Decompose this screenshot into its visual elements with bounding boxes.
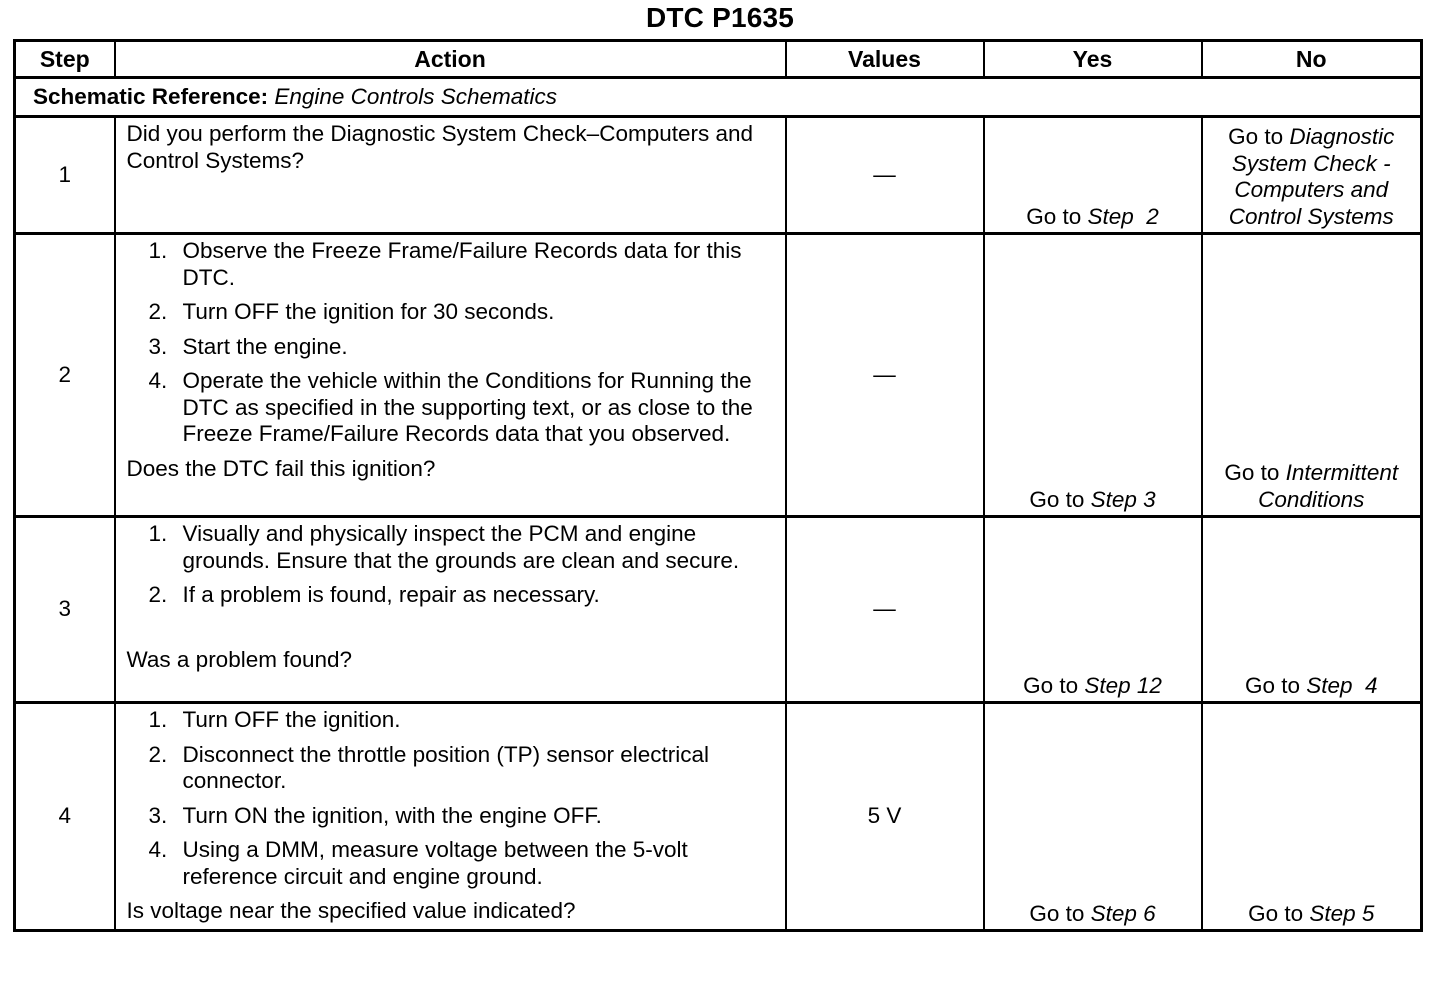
value-cell: — (786, 117, 984, 234)
header-values: Values (786, 41, 984, 78)
step-row-4 (15, 703, 1422, 931)
schematic-reference (15, 78, 1422, 117)
list-item: 4. Operate the vehicle within the Conditions for Running the DTC as specified in the supporting text, or as close to the Freeze Frame/Failure Records data that you observed. (148, 368, 753, 446)
list-item: 2. If a problem is found, repair as necessary. (148, 582, 600, 607)
step-row-2 (15, 234, 1422, 517)
header-action: Action (115, 41, 786, 78)
step-row-1 (15, 117, 1422, 234)
list-item: 3. Turn ON the ignition, with the engine OFF. (148, 802, 602, 828)
action-question: Did you perform the Diagnostic System Check–Computers and Control Systems? (126, 121, 754, 173)
action-question: Is voltage near the specified value indicated? (126, 898, 576, 923)
action-cell (115, 517, 786, 703)
header-yes: Yes (984, 41, 1202, 78)
value-cell: 5 V (786, 703, 984, 931)
no-cell (1202, 234, 1422, 517)
yes-prefix: Go to (1023, 672, 1079, 698)
yes-cell (984, 234, 1202, 517)
list-item: 1. Turn OFF the ignition. (148, 707, 401, 732)
no-target: Step 5 (1309, 900, 1375, 926)
yes-cell (984, 517, 1202, 703)
step-number: 3 (15, 517, 115, 703)
list-item: 2. Turn OFF the ignition for 30 seconds. (148, 299, 555, 324)
value-cell: — (786, 517, 984, 703)
value-cell: — (786, 234, 984, 517)
action-cell (115, 703, 786, 931)
no-cell (1202, 517, 1422, 703)
list-item: 1. Visually and physically inspect the PCM and engine grounds. Ensure that the grounds are clean and secure. (148, 521, 740, 573)
no-prefix: Go to (1224, 460, 1280, 485)
diagnostic-table (13, 39, 1423, 932)
list-item: 4. Using a DMM, measure voltage between the 5-volt reference circuit and engine ground. (148, 837, 688, 889)
action-list (127, 707, 775, 890)
action-list (127, 238, 775, 448)
step-number: 2 (15, 234, 115, 517)
no-target: Step 4 (1306, 672, 1378, 698)
header-no: No (1202, 41, 1422, 78)
action-cell (115, 234, 786, 517)
page-title: DTC P1635 (645, 2, 795, 33)
no-prefix: Go to (1248, 900, 1304, 926)
step-row-3 (15, 517, 1422, 703)
yes-prefix: Go to (1029, 486, 1085, 512)
no-cell (1202, 703, 1422, 931)
header-row (15, 41, 1422, 78)
no-prefix: Go to (1228, 124, 1284, 149)
schematic-label: Schematic Reference: (33, 83, 269, 109)
yes-target: Step 12 (1084, 672, 1162, 698)
no-prefix: Go to (1244, 672, 1300, 698)
schematic-link: Engine Controls Schematics (274, 83, 558, 109)
yes-cell (984, 117, 1202, 234)
header-step: Step (15, 41, 115, 78)
list-item: 2. Disconnect the throttle position (TP) sensor electrical connector. (148, 741, 709, 793)
action-question: Does the DTC fail this ignition? (126, 455, 436, 481)
yes-cell (984, 703, 1202, 931)
step-number: 4 (15, 703, 115, 931)
yes-prefix: Go to (1029, 900, 1085, 926)
no-target: Intermittent Conditions (1258, 460, 1399, 512)
list-item: 1. Observe the Freeze Frame/Failure Records data for this DTC. (148, 238, 742, 290)
yes-target: Step 3 (1090, 486, 1156, 512)
yes-prefix: Go to (1026, 203, 1082, 229)
list-item: 3. Start the engine. (148, 333, 348, 359)
action-cell (115, 117, 786, 234)
action-list (127, 521, 775, 609)
yes-target: Step 2 (1087, 203, 1159, 229)
yes-target: Step 6 (1090, 900, 1156, 926)
step-number: 1 (15, 117, 115, 234)
no-target: Diagnostic System Check - Computers and Control Systems (1228, 124, 1395, 229)
no-cell (1202, 117, 1422, 234)
schematic-row (15, 78, 1422, 117)
action-question: Was a problem found? (126, 646, 353, 672)
